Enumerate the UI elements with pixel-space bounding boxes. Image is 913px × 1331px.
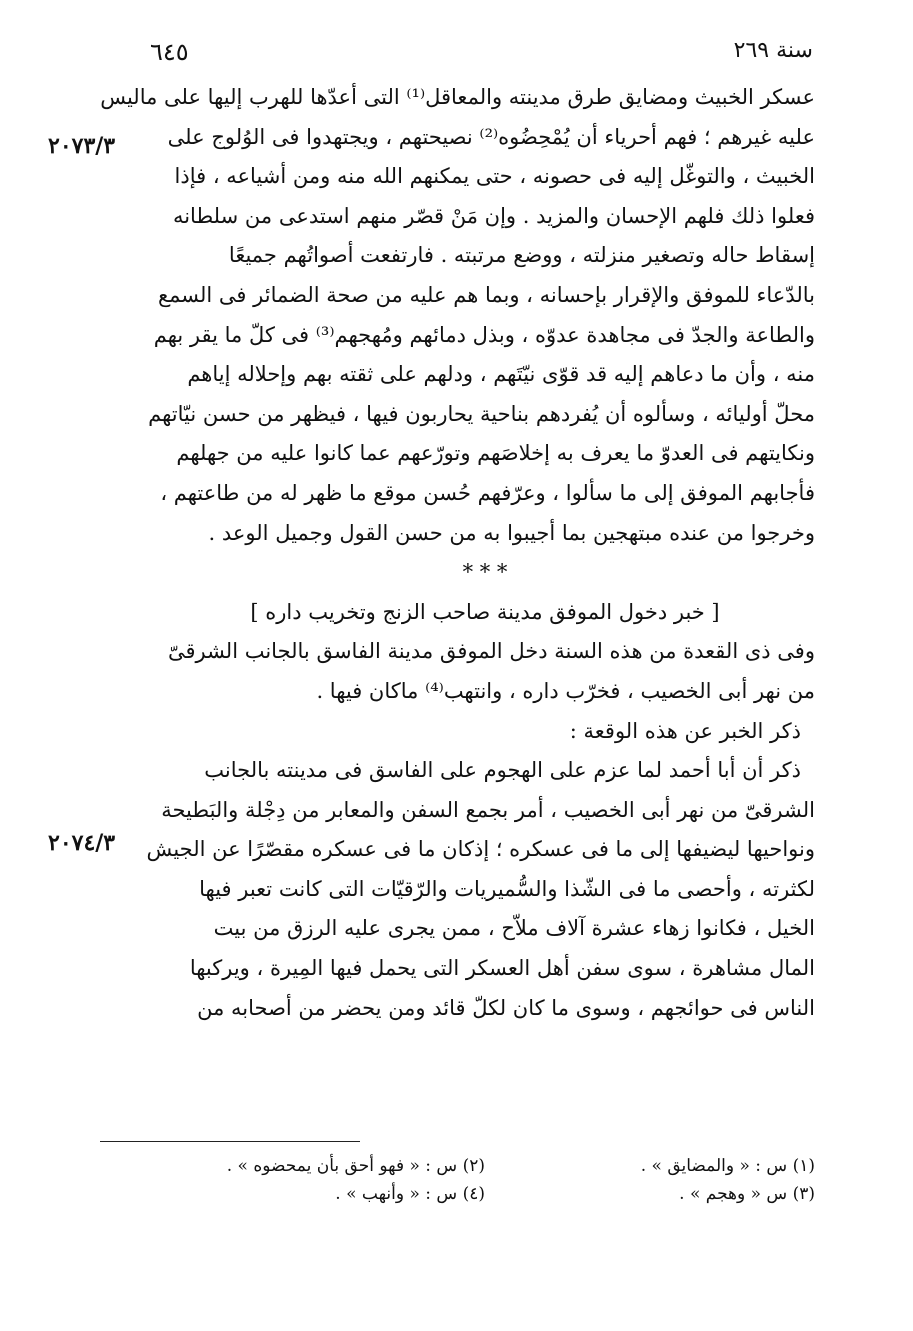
text-line: من نهر أبى الخصيب ، فخرّب داره ، وانتهب⁽⁴⁾ ماكان فيها . — [316, 678, 815, 703]
main-text — [100, 78, 815, 1028]
section-heading: [ خبر دخول الموفق مدينة صاحب الزنج وتخريب داره ] — [250, 599, 720, 624]
footnote-row — [155, 1180, 815, 1208]
margin-reference: ٢٠٧٣/٣ — [48, 133, 116, 159]
footnote: (٤) س : « وأنهب » . — [335, 1184, 485, 1204]
text-line: الخبيث ، والتوغّل إليه فى حصونه ، حتى يمكنهم الله منه ومن أشياعه ، فإذا — [174, 164, 815, 189]
section-separator: * * * — [462, 560, 508, 585]
text-line: والطاعة والجدّ فى مجاهدة عدوّه ، وبذل دمائهم ومُهجهم⁽³⁾ فى كلّ ما يقر بهم — [153, 322, 815, 347]
text-line: وخرجوا من عنده مبتهجين بما أجيبوا به من حسن القول وجميل الوعد . — [208, 520, 815, 545]
text-line: منه ، وأن ما دعاهم إليه قد قوّى نيّتَهم ، ودلهم على ثقته بهم وإحلاله إياهم — [187, 362, 815, 387]
text-line: لكثرته ، وأحصى ما فى الشّذا والسُّميريات والرّقيّات التى كانت تعبر فيها — [199, 876, 815, 901]
text-line: إسقاط حاله وتصغير منزلته ، ووضع مرتبته . فارتفعت أصواتُهم جميعًا — [228, 243, 815, 268]
footnote-rule — [100, 1141, 360, 1142]
footnote-row — [155, 1152, 815, 1180]
page-number: ٦٤٥ — [150, 38, 189, 66]
text-line: المال مشاهرة ، سوى سفن أهل العسكر التى يحمل فيها المِيرة ، ويركبها — [189, 956, 815, 981]
subheading-line: ذكر الخبر عن هذه الوقعة : — [569, 718, 801, 743]
footnotes — [155, 1152, 815, 1208]
text-line: بالدّعاء للموفق والإقرار بإحسانه ، وبما هم عليه من صحة الضمائر فى السمع — [157, 282, 815, 307]
text-line: عسكر الخبيث ومضايق طرق مدينته والمعاقل⁽¹⁾ التى أعدّها للهرب إليها على ماليس — [100, 85, 815, 109]
running-header-year: سنة ٢٦٩ — [733, 38, 813, 63]
text-line: عليه غيرهم ؛ فهم أحرياء أن يُمْحِضُوه⁽²⁾ نصيحتهم ، ويجتهدوا فى الوُلوج على — [167, 124, 815, 149]
footnote: (٣) س « وهجم » . — [679, 1184, 815, 1204]
text-line: فعلوا ذلك فلهم الإحسان والمزيد . وإن مَنْ قصّر منهم استدعى من سلطانه — [172, 203, 815, 228]
text-line: فأجابهم الموفق إلى ما سألوا ، وعرّفهم حُسن موقع ما ظهر له من طاعتهم ، — [160, 480, 815, 505]
margin-reference: ٢٠٧٤/٣ — [48, 830, 116, 856]
footnote: (٢) س : « فهو أحق بأن يمحضوه » . — [226, 1156, 485, 1176]
footnote: (١) س : « والمضايق » . — [640, 1156, 815, 1176]
text-line: محلّ أوليائه ، وسألوه أن يُفردهم بناحية يحاربون فيها ، فيظهر من حسن نيّاتهم — [148, 401, 815, 426]
text-line: ونواحيها ليضيفها إلى ما فى عسكره ؛ إذكان ما فى عسكره مقصّرًا عن الجيش — [146, 837, 815, 862]
text-line: الناس فى حوائجهم ، وسوى ما كان لكلّ قائد ومن يحضر من أصحابه من — [197, 995, 815, 1020]
text-line: ونكايتهم فى العدوّ ما يعرف به إخلاصَهم وتورّعهم عما كانوا عليه من جهلهم — [176, 441, 815, 466]
text-line: الشرقىّ من نهر أبى الخصيب ، أمر بجمع السفن والمعابر من دِجْلة والبَطيحة — [161, 797, 815, 822]
text-line: الخيل ، فكانوا زهاء عشرة آلاف ملاّح ، ممن يجرى عليه الرزق من بيت — [213, 916, 815, 941]
text-line: ذكر أن أبا أحمد لما عزم على الهجوم على الفاسق فى مدينته بالجانب — [204, 758, 801, 783]
text-line: وفى ذى القعدة من هذه السنة دخل الموفق مدينة الفاسق بالجانب الشرقىّ — [167, 639, 815, 664]
